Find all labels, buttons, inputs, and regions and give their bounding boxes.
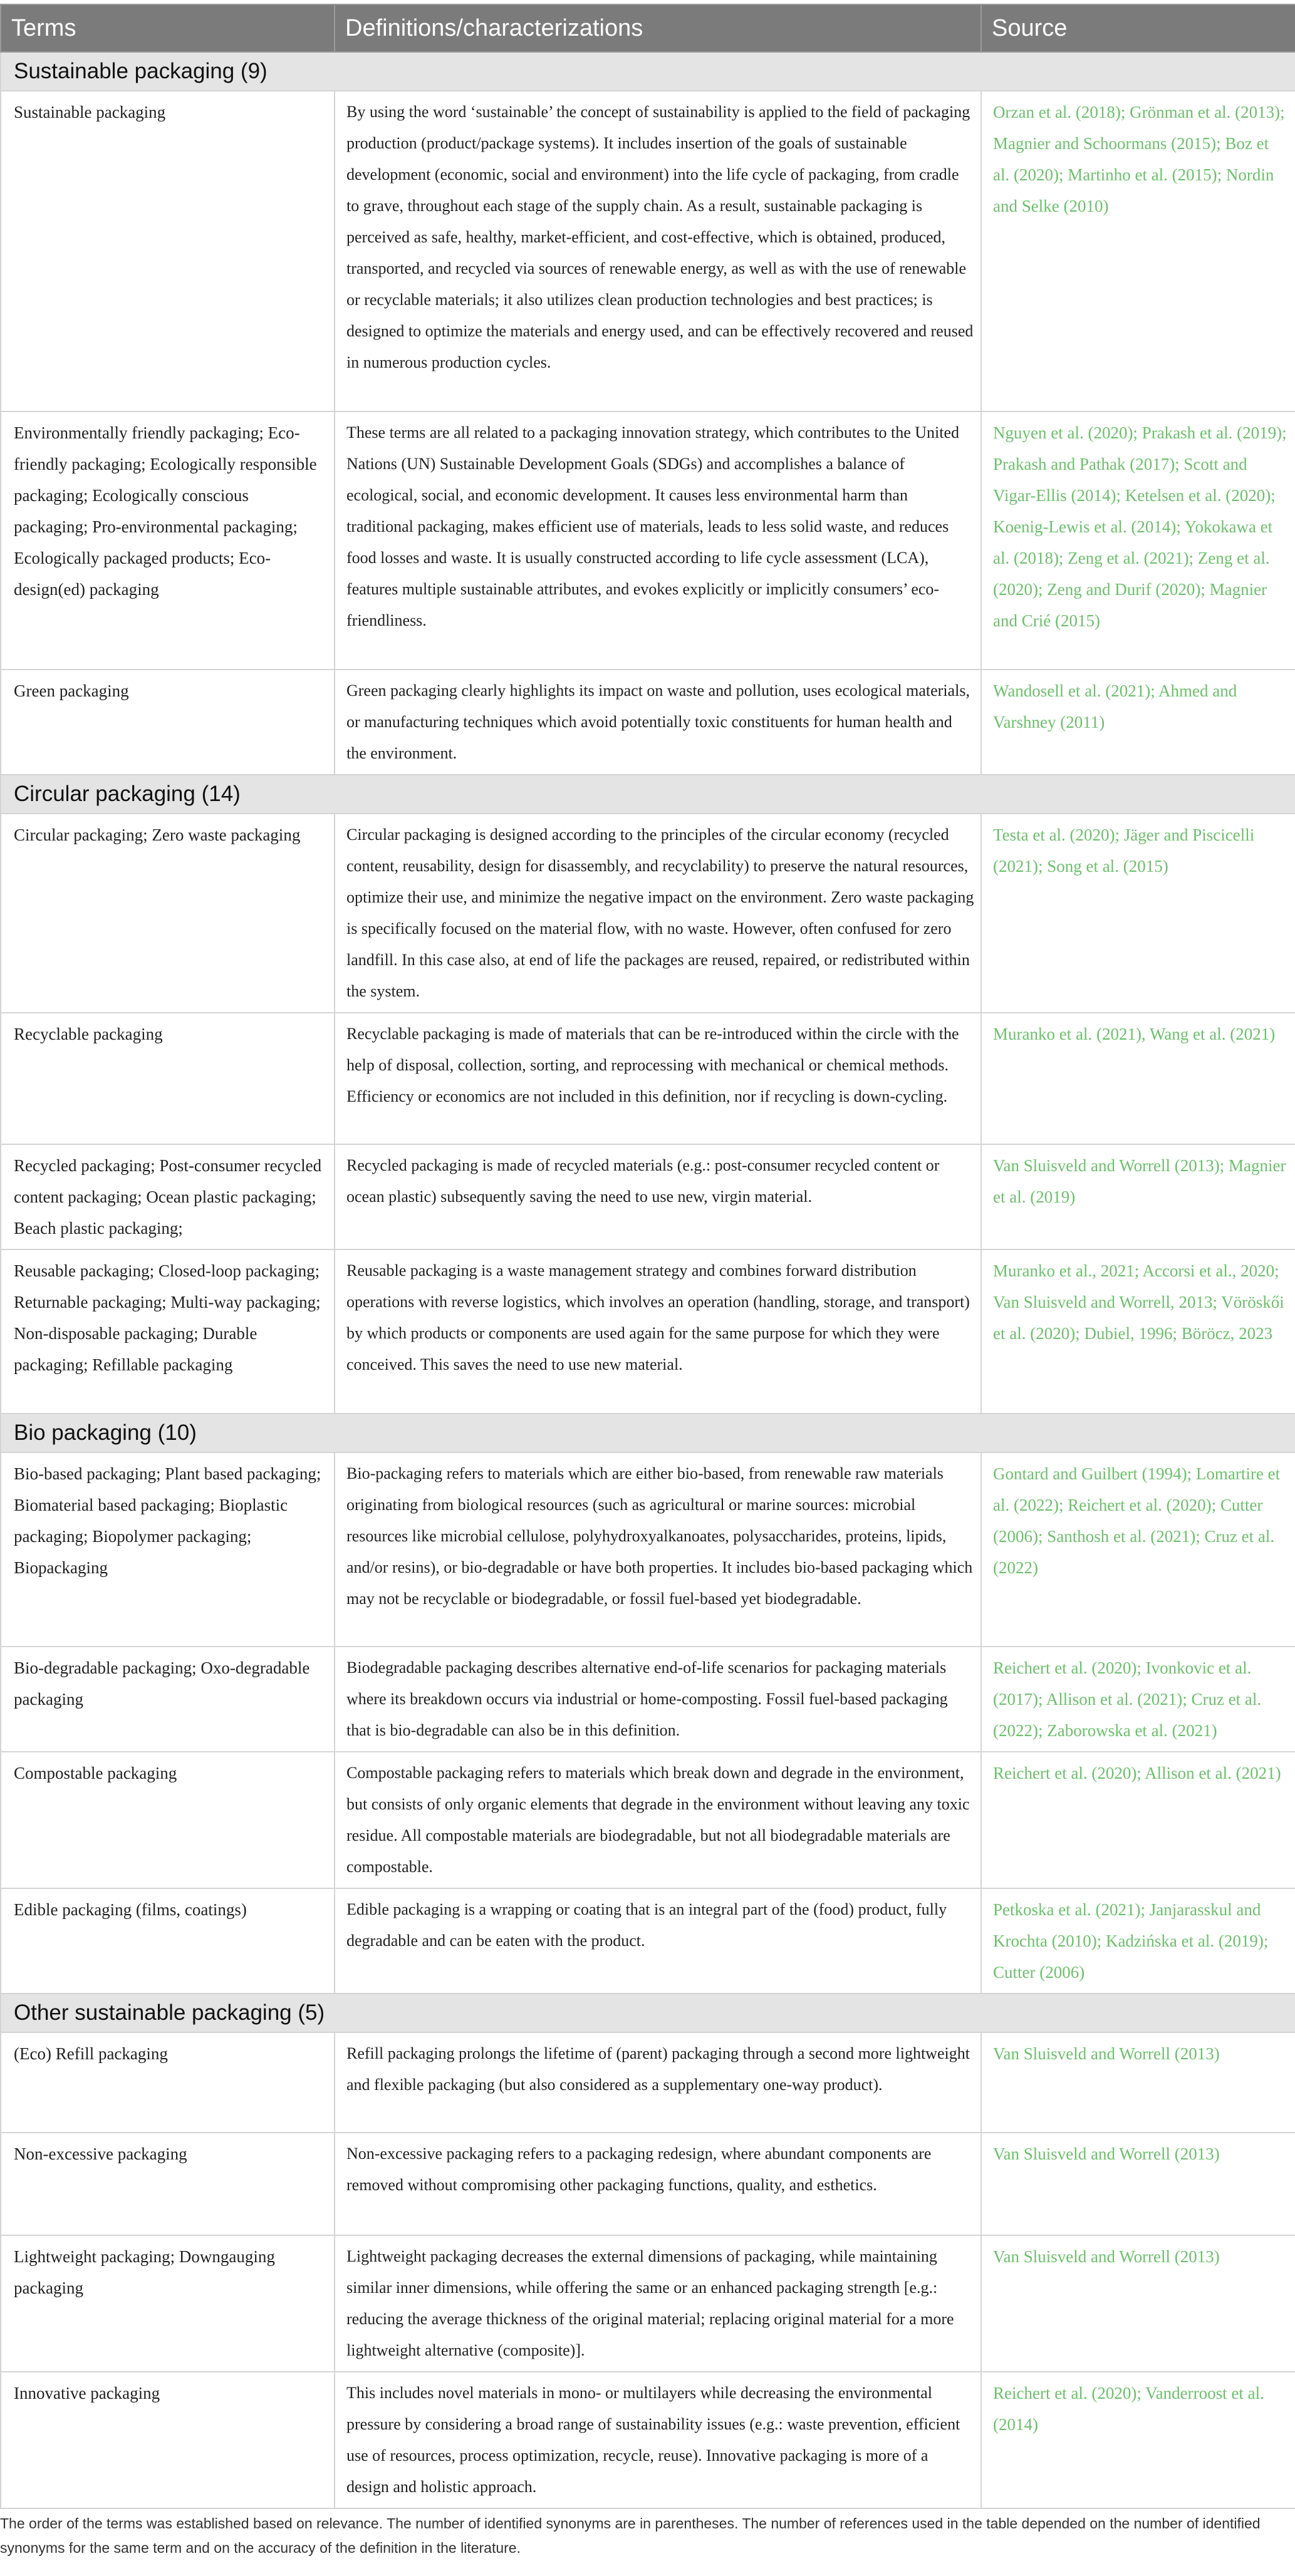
- definition-cell: Lightweight packaging decreases the external dimensions of packaging, while maintaining similar inner dimensions, while offering the same or an enhanced packaging strength [e.g.: reducing the average thickness of the original material; replacing original material for a more lightweight alternative (composite)].: [335, 2235, 981, 2372]
- definition-cell: Green packaging clearly highlights its impact on waste and pollution, uses ecological materials, or manufacturing techniques which avoid potentially toxic constituents for human health and the environment.: [335, 670, 981, 775]
- definition-cell: Biodegradable packaging describes alternative end-of-life scenarios for packaging materials where its breakdown occurs via industrial or home-composting. Fossil fuel-based packaging that is bio-degradable can also be in this definition.: [335, 1647, 981, 1752]
- definition-cell: Bio-packaging refers to materials which are either bio-based, from renewable raw materials originating from biological resources (such as agricultural or marine sources: microbial resources like microbial cellulose, polyhydroxyalkanoates, polysaccharides, proteins, lipids, and/or resins), or bio-degradable or have both properties. It includes bio-based packaging which may not be recyclable or biodegradable, or fossil fuel-based yet biodegradable.: [335, 1452, 981, 1647]
- definition-cell: Circular packaging is designed according to the principles of the circular economy (recycled content, reusability, design for disassembly, and recyclability) to preserve the natural resources, optimize their use, and minimize the negative impact on the environment. Zero waste packaging is specifically focused on the material flow, with no waste. However, often confused for zero landfill. In this case also, at end of life the packages are reused, repaired, or redistributed within the system.: [335, 814, 981, 1013]
- table-row: [1, 1647, 1295, 1752]
- term-cell: Innovative packaging: [1, 2372, 335, 2508]
- source-cell: Petkoska et al. (2021); Janjarasskul and Krochta (2010); Kadzińska et al. (2019); Cutter (2006): [981, 1888, 1295, 1994]
- header-terms: Terms: [1, 4, 335, 52]
- definition-cell: Refill packaging prolongs the lifetime of (parent) packaging through a second more lightweight and flexible packaging (but also considered as a supplementary one-way product).: [335, 2032, 981, 2133]
- term-cell: Recycled packaging; Post-consumer recycled content packaging; Ocean plastic packaging; Beach plastic packaging;: [1, 1144, 335, 1249]
- source-cell: Van Sluisveld and Worrell (2013); Magnier et al. (2019): [981, 1144, 1295, 1249]
- definition-cell: Non-excessive packaging refers to a packaging redesign, where abundant components are removed without compromising other packaging functions, quality, and esthetics.: [335, 2133, 981, 2235]
- table-row: [1, 2372, 1295, 2508]
- table-body: [1, 52, 1295, 2508]
- table-row: [1, 1452, 1295, 1647]
- term-cell: (Eco) Refill packaging: [1, 2032, 335, 2133]
- term-cell: Compostable packaging: [1, 1752, 335, 1888]
- term-cell: Sustainable packaging: [1, 91, 335, 411]
- table-row: [1, 91, 1295, 411]
- table-row: [1, 1888, 1295, 1994]
- source-cell: Van Sluisveld and Worrell (2013): [981, 2235, 1295, 2372]
- table-row: [1, 1752, 1295, 1888]
- definition-cell: Recycled packaging is made of recycled materials (e.g.: post-consumer recycled content or ocean plastic) subsequently saving the need to use new, virgin material.: [335, 1144, 981, 1249]
- table-footnote: The order of the terms was established based on relevance. The number of identified synonyms are in parentheses. The number of references used in the table depended on the number of identified synonyms for the same term and on the accuracy of the definition in the literature.: [0, 2515, 1261, 2556]
- section-title: Circular packaging (14): [1, 775, 1295, 814]
- term-cell: Non-excessive packaging: [1, 2133, 335, 2235]
- table-row: [1, 1144, 1295, 1249]
- term-cell: Lightweight packaging; Downgauging packaging: [1, 2235, 335, 2372]
- term-cell: Reusable packaging; Closed-loop packaging; Returnable packaging; Multi-way packaging; Non-disposable packaging; Durable packaging; Refillable packaging: [1, 1249, 335, 1414]
- table-row: [1, 2235, 1295, 2372]
- header-definitions: Definitions/characterizations: [335, 4, 981, 52]
- source-cell: Nguyen et al. (2020); Prakash et al. (2019); Prakash and Pathak (2017); Scott and Vigar-Ellis (2014); Ketelsen et al. (2020); Koenig-Lewis et al. (2014); Yokokawa et al. (2018); Zeng et al. (2021); Zeng et al. (2020); Zeng and Durif (2020); Magnier and Crié (2015): [981, 411, 1295, 670]
- table-row: [1, 670, 1295, 775]
- source-cell: Van Sluisveld and Worrell (2013): [981, 2032, 1295, 2133]
- term-cell: Edible packaging (films, coatings): [1, 1888, 335, 1994]
- source-cell: Wandosell et al. (2021); Ahmed and Varshney (2011): [981, 670, 1295, 775]
- source-cell: Reichert et al. (2020); Ivonkovic et al. (2017); Allison et al. (2021); Cruz et al. (2022); Zaborowska et al. (2021): [981, 1647, 1295, 1752]
- table-row: [1, 1249, 1295, 1414]
- definition-cell: This includes novel materials in mono- or multilayers while decreasing the environmental pressure by considering a broad range of sustainability issues (e.g.: waste prevention, efficient use of resources, process optimization, recycle, reuse). Innovative packaging is more of a design and holistic approach.: [335, 2372, 981, 2508]
- table-row: [1, 2032, 1295, 2133]
- term-cell: Green packaging: [1, 670, 335, 775]
- source-cell: Testa et al. (2020); Jäger and Piscicelli (2021); Song et al. (2015): [981, 814, 1295, 1013]
- definition-cell: Compostable packaging refers to materials which break down and degrade in the environment, but consists of only organic elements that degrade in the environment without leaving any toxic residue. All compostable materials are biodegradable, but not all biodegradable materials are compostable.: [335, 1752, 981, 1888]
- term-cell: Circular packaging; Zero waste packaging: [1, 814, 335, 1013]
- table-row: [1, 2133, 1295, 2235]
- terms-table: [0, 4, 1295, 2509]
- source-cell: Orzan et al. (2018); Grönman et al. (2013); Magnier and Schoormans (2015); Boz et al. (2020); Martinho et al. (2015); Nordin and Selke (2010): [981, 91, 1295, 411]
- source-cell: Muranko et al. (2021), Wang et al. (2021): [981, 1013, 1295, 1144]
- header-source: Source: [981, 4, 1295, 52]
- term-cell: Bio-based packaging; Plant based packaging; Biomaterial based packaging; Bioplastic packaging; Biopolymer packaging; Biopackaging: [1, 1452, 335, 1647]
- source-cell: Muranko et al., 2021; Accorsi et al., 2020; Van Sluisveld and Worrell, 2013; Vöröskői et al. (2020); Dubiel, 1996; Böröcz, 2023: [981, 1249, 1295, 1414]
- definition-cell: Recyclable packaging is made of materials that can be re-introduced within the circle with the help of disposal, collection, sorting, and reprocessing with mechanical or chemical methods. Efficiency or economics are not included in this definition, nor if recycling is down-cycling.: [335, 1013, 981, 1144]
- section-title: Bio packaging (10): [1, 1414, 1295, 1452]
- definition-cell: These terms are all related to a packaging innovation strategy, which contributes to the United Nations (UN) Sustainable Development Goals (SDGs) and accomplishes a balance of ecological, social, and economic development. It causes less environmental harm than traditional packaging, makes efficient use of materials, leads to less solid waste, and reduces food losses and waste. It is usually constructed according to life cycle assessment (LCA), features multiple sustainable attributes, and evokes explicitly or implicitly consumers’ eco-friendliness.: [335, 411, 981, 670]
- source-cell: Reichert et al. (2020); Vanderroost et al. (2014): [981, 2372, 1295, 2508]
- definition-cell: Reusable packaging is a waste management strategy and combines forward distribution operations with reverse logistics, which involves an operation (handling, storage, and transport) by which products or components are used again for the same purpose for which they were conceived. This saves the need to use new material.: [335, 1249, 981, 1414]
- section-title: Sustainable packaging (9): [1, 52, 1295, 91]
- source-cell: Reichert et al. (2020); Allison et al. (2021): [981, 1752, 1295, 1888]
- term-cell: Recyclable packaging: [1, 1013, 335, 1144]
- source-cell: Gontard and Guilbert (1994); Lomartire et al. (2022); Reichert et al. (2020); Cutter (2006); Santhosh et al. (2021); Cruz et al. (2022): [981, 1452, 1295, 1647]
- table-header: [1, 4, 1295, 52]
- term-cell: Bio-degradable packaging; Oxo-degradable packaging: [1, 1647, 335, 1752]
- definition-cell: By using the word ‘sustainable’ the concept of sustainability is applied to the field of packaging production (product/package systems). It includes insertion of the goals of sustainable development (economic, social and environment) into the life cycle of packaging, from cradle to grave, throughout each stage of the supply chain. As a result, sustainable packaging is perceived as safe, healthy, market-efficient, and cost-effective, which is obtained, produced, transported, and recycled via sources of renewable energy, as well as with the use of renewable or recyclable materials; it also utilizes clean production technologies and best practices; is designed to optimize the materials and energy used, and can be effectively recovered and reused in numerous production cycles.: [335, 91, 981, 411]
- table-row: [1, 1013, 1295, 1144]
- table-row: [1, 411, 1295, 670]
- source-cell: Van Sluisveld and Worrell (2013): [981, 2133, 1295, 2235]
- table-row: [1, 814, 1295, 1013]
- section-title: Other sustainable packaging (5): [1, 1994, 1295, 2032]
- definition-cell: Edible packaging is a wrapping or coating that is an integral part of the (food) product, fully degradable and can be eaten with the product.: [335, 1888, 981, 1994]
- term-cell: Environmentally friendly packaging; Eco-friendly packaging; Ecologically responsible packaging; Ecologically conscious packaging; Pro-environmental packaging; Ecologically packaged products; Eco-design(ed) packaging: [1, 411, 335, 670]
